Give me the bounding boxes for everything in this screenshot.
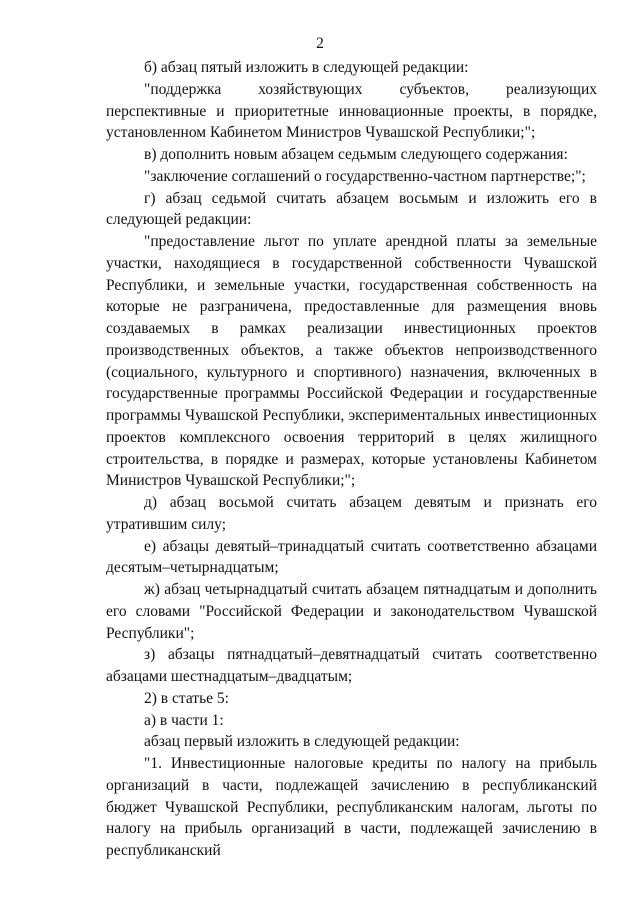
paragraph-d-eighth-to-ninth: д) абзац восьмой считать абзацем девятым и признать его утратившим силу; bbox=[106, 494, 597, 533]
paragraph-quote-partnership: "заключение соглашений о государственно-частном партнерстве;"; bbox=[144, 167, 586, 185]
paragraph-first-amend: абзац первый изложить в следующей редакции: bbox=[144, 733, 460, 751]
paragraph-zh-fourteenth: ж) абзац четырнадцатый считать абзацем пятнадцатым и дополнить его словами "Российской Федерации и законодательством Чувашской Республики"; bbox=[106, 581, 597, 642]
paragraph-quote-support: "поддержка хозяйствующих субъектов, реализующих перспективные и приоритетные инновационные проекты, в порядке, установленном Кабинетом Министров Чувашской Республики;"; bbox=[106, 80, 597, 142]
paragraph-v-add-seventh: в) дополнить новым абзацем седьмым следующего содержания: bbox=[144, 146, 568, 163]
paragraph-e-renumber: е) абзацы девятый–тринадцатый считать соответственно абзацами десятым–четырнадцатым; bbox=[106, 537, 597, 577]
paragraph-quote-tax-credits: "1. Инвестиционные налоговые кредиты по налогу на прибыль организаций в части, подлежащей зачислению в республиканский бюджет Чувашской Республики, республиканским налогам, льготы по налогу на прибыль организаций в части, подлежащей зачислению в республиканский bbox=[106, 755, 597, 859]
paragraph-g-seventh-to-eighth: г) абзац седьмой считать абзацем восьмым и изложить его в следующей редакции: bbox=[106, 189, 597, 229]
paragraph-z-renumber: з) абзацы пятнадцатый–девятнадцатый считать соответственно абзацами шестнадцатым–двадцатым; bbox=[106, 646, 597, 685]
paragraph-quote-rent-benefits: "предоставление льгот по уплате арендной платы за земельные участки, находящиеся в государственной собственности Чувашской Республики, и земельные участки, государственная собственность на которые не разграничена, предоставленные для размещения вновь создаваемых в рамках реализации инвестиционных проектов производственных объектов, а также объектов непроизводственного (социального, культурного и спортивного) назначения, включенных в государственные программы Российской Федерации и государственные программы Чувашской Республики, экспериментальных инвестиционных проектов комплексного освоения территорий в целях жилищного строительства, в порядке и размерах, которые установлены Кабинетом Министров Чувашской Республики;"; bbox=[106, 233, 597, 490]
paragraph-article-5: 2) в статье 5: bbox=[144, 689, 229, 707]
document-body bbox=[106, 57, 597, 862]
page-number: 2 bbox=[316, 35, 324, 52]
paragraph-b-amend-fifth: б) абзац пятый изложить в следующей редакции: bbox=[144, 59, 469, 76]
paragraph-part-1: а) в части 1: bbox=[144, 711, 224, 729]
